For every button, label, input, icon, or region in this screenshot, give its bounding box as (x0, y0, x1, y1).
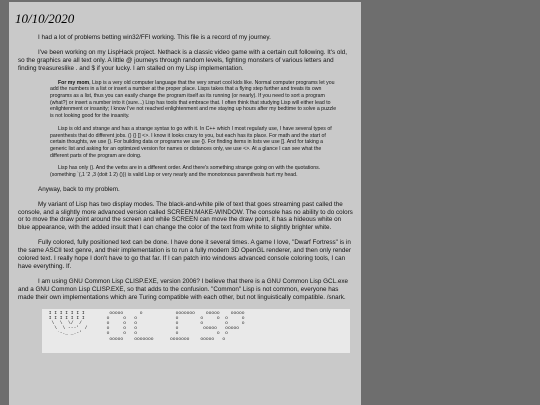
aside-text-1: , Lisp is a very old computer language that the very smart cool kids like. Normal computer programs let you add the numbers in a list or insert a number at the proper place. Lisps takes that a flying step further and treats its own programs as a list, thus you can easily change the program itself as its running (or nearly). If you need to sort a program (what?) or insert a number into it (sure...) Lisp has tools that embrace that. I often think that studying Lisp will either lead to enlightenment or insanity; I know I've not reached enlightenment and me staying up hours after my bedtime to solve a puzzle is not looking good for the insanity. (50, 79, 337, 120)
aside-paragraph-3: Lisp has only (). And the verbs are in a different order. And there's something strange going on with the quotations. (something `(,1 '2 ,3 (doit 1 2) ())) is valid Lisp or very nearly and the monotonous parenthesis hurt my head. (50, 165, 321, 179)
ascii-line: \ \ ---' / o o o o ooooo ooooo (46, 326, 239, 332)
document-page (9, 2, 361, 405)
ascii-line: ooooo ooooooo ooooooo ooooo o (46, 336, 226, 342)
ascii-art-block (42, 309, 350, 353)
post-date-title: 10/10/2020 (15, 11, 75, 26)
aside-paragraph-2: Lisp is old and strange and has a strange syntax to go with it. In C++ which I most regularly use, I have several types of parenthesis that do different jobs. () {} [] <>. I know it looks crazy to you, but each has its place. For math and the start of certain thoughts, we use (). For building data or programs we use {}. For finding items in lists we use []. And for taking a generic list and asking for an optimized version for names or distances only, we use <>. At a glance I can see what the different parts of the program are doing. (50, 125, 332, 159)
ascii-line: `-._ _.-' o o o o o o (46, 331, 228, 337)
project-paragraph: I've been working on my LispHack project. Nethack is a classic video game with a certain cult following. It's old, so the graphics are all text only. A little @ journeys through random levels, fighting monsters of various letters and finding treasureslike . and $ if your lucky. I am stalled on my Lisp implementation. (18, 48, 347, 72)
back-to-problem-paragraph: Anyway, back to my problem. (38, 185, 120, 193)
aside-note (50, 80, 340, 179)
ascii-line: I I I I I I I o o o o o o o o (46, 315, 245, 321)
aside-lead: For my mom (58, 79, 90, 86)
post-body (18, 34, 353, 353)
ascii-line: I I I I I I I ooooo o ooooooo ooooo ooooo (46, 310, 245, 316)
colored-text-paragraph: Fully colored, fully positioned text can be done. I have done it several times. A game I love, "Dwarf Fortress" is in the same ASCII text genre, and their implementation is to run a fully modern 3D OpenGL renderer, and then only render colored text. I really hope I don't have to go that far. If I can patch into windows advanced console coloring tools, I can have everything. If. (18, 239, 351, 271)
aside-paragraph-1 (50, 80, 340, 120)
ascii-line: \ \ \/ / o o o o o o o (46, 321, 245, 327)
intro-paragraph: I had a lot of problems betting win32/FFI working. This file is a record of my journey. (38, 34, 271, 41)
clisp-paragraph: I am using GNU Common Lisp CLISP.EXE, version 2006? I believe that there is a GNU Common Lisp GCL.exe and a GNU Common Lisp CLISP.EXE, so that adds to the confusion. "Common" Lisp is not common, everyone has made their own implementations which are Turing compatible with each other, but not linguistically compatible. /snark. (18, 277, 348, 301)
display-modes-paragraph: My variant of Lisp has two display modes. The black-and-white pile of text that goes streaming past called the console, and a slightly more advanced version called SCREEN:MAKE-WINDOW. The console has no ability to do colors or to move the draw point around the screen and while SCREEN can move the draw point, it has a hideous white on blue appearance, with the added insult that I can change the color of the text from white to slightly brighter white. (18, 200, 353, 232)
